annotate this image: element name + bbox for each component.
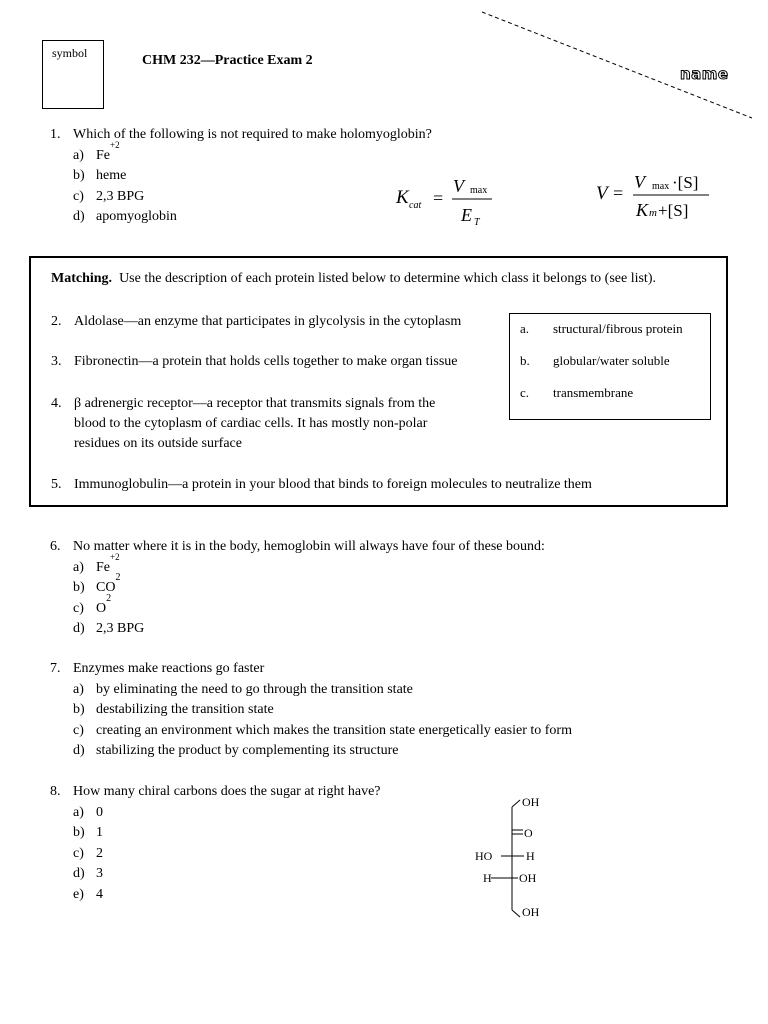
- matching-item-2: 2. Aldolase—an enzyme that participates in glycolysis in the cytoplasm: [51, 314, 462, 329]
- svg-text:+[S]: +[S]: [658, 201, 689, 220]
- question-stem: How many chiral carbons does the sugar at right have?: [73, 784, 381, 799]
- name-label: name: [680, 65, 729, 83]
- michaelis-menten-equation: [592, 170, 722, 228]
- option: c) O 2: [73, 592, 112, 616]
- svg-text:T: T: [474, 217, 480, 228]
- svg-text:m: m: [649, 207, 657, 219]
- option: a) Fe $^{+2}$: [73, 139, 120, 163]
- question-number: 7.: [50, 661, 61, 676]
- question-6: [50, 537, 545, 640]
- sugar-row2-right: OH: [519, 871, 537, 885]
- sugar-row2-left: H: [483, 871, 492, 885]
- option: d) 3: [73, 866, 103, 881]
- symbol-label: symbol: [52, 46, 88, 60]
- question-8: [50, 782, 381, 905]
- page-title: CHM 232—Practice Exam 2: [142, 53, 313, 68]
- svg-text:K: K: [396, 187, 409, 208]
- svg-text:E: E: [461, 205, 472, 225]
- question-stem: Enzymes make reactions go faster: [73, 661, 265, 676]
- question-number: 6.: [50, 539, 61, 554]
- option: c) creating an environment which makes the transition state energetically easier to form: [73, 722, 572, 738]
- question-1: [50, 125, 432, 228]
- svg-text:max: max: [470, 185, 488, 196]
- option: a) Fe $^{+2}$: [73, 551, 120, 575]
- svg-text:cat: cat: [409, 200, 422, 211]
- class-item: c. transmembrane: [520, 385, 634, 400]
- option: d) stabilizing the product by complementing its structure: [73, 743, 399, 758]
- sugar-top-oh: OH: [522, 795, 540, 809]
- svg-text:K: K: [636, 200, 649, 220]
- svg-text:·[S]: ·[S]: [672, 173, 699, 192]
- option: b) heme: [73, 168, 127, 183]
- class-item: a. structural/fibrous protein: [520, 321, 683, 336]
- question-7: [50, 659, 572, 762]
- sugar-carbonyl-o: O: [524, 826, 533, 840]
- svg-text:=: =: [433, 188, 444, 208]
- option: a) by eliminating the need to go through the transition state: [73, 681, 413, 697]
- sugar-row1-left: HO: [475, 849, 493, 863]
- question-number: 1.: [50, 127, 61, 142]
- option: d) apomyoglobin: [73, 209, 177, 224]
- matching-instructions: [51, 271, 656, 287]
- option: e) 4: [73, 886, 103, 902]
- option: c) 2,3 BPG: [73, 188, 145, 204]
- matching-item-5: 5. Immunoglobulin—a protein in your blood that binds to foreign molecules to neutralize them: [51, 477, 592, 492]
- question-stem: Which of the following is not required to make holomyoglobin?: [73, 127, 432, 142]
- option: d) 2,3 BPG: [73, 621, 145, 636]
- option: b) CO 2: [73, 572, 121, 595]
- option: c) 2: [73, 845, 103, 861]
- option: b) destabilizing the transition state: [73, 702, 274, 717]
- matching-heading: Matching.: [51, 271, 113, 286]
- matching-instructions-text: Use the description of each protein listed below to determine which class it belongs to (see list).: [119, 271, 656, 286]
- svg-text:V: V: [634, 172, 645, 192]
- svg-text:V: V: [596, 183, 608, 204]
- class-item: b. globular/water soluble: [520, 353, 670, 368]
- svg-text:V: V: [453, 176, 464, 196]
- matching-item-4: 4. β adrenergic receptor—a receptor that transmits signals from the blood to the cytoplasm of cardiac cells. It has mostly non-polar residues on its outside surface: [51, 396, 436, 451]
- svg-text:max: max: [652, 181, 670, 192]
- kcat-equation: [392, 172, 502, 230]
- symbol-box: [42, 40, 104, 109]
- matching-item-3: 3. Fibronectin—a protein that holds cells together to make organ tissue: [51, 354, 458, 369]
- option: b) 1: [73, 825, 103, 840]
- question-stem: No matter where it is in the body, hemoglobin will always have four of these bound:: [73, 539, 545, 554]
- option: a) 0: [73, 804, 103, 820]
- sugar-fischer-projection: [468, 790, 558, 925]
- class-list: [509, 313, 711, 420]
- sugar-bottom-oh: OH: [522, 905, 540, 919]
- svg-text:=: =: [613, 183, 624, 203]
- sugar-row1-right: H: [526, 849, 535, 863]
- question-number: 8.: [50, 784, 61, 799]
